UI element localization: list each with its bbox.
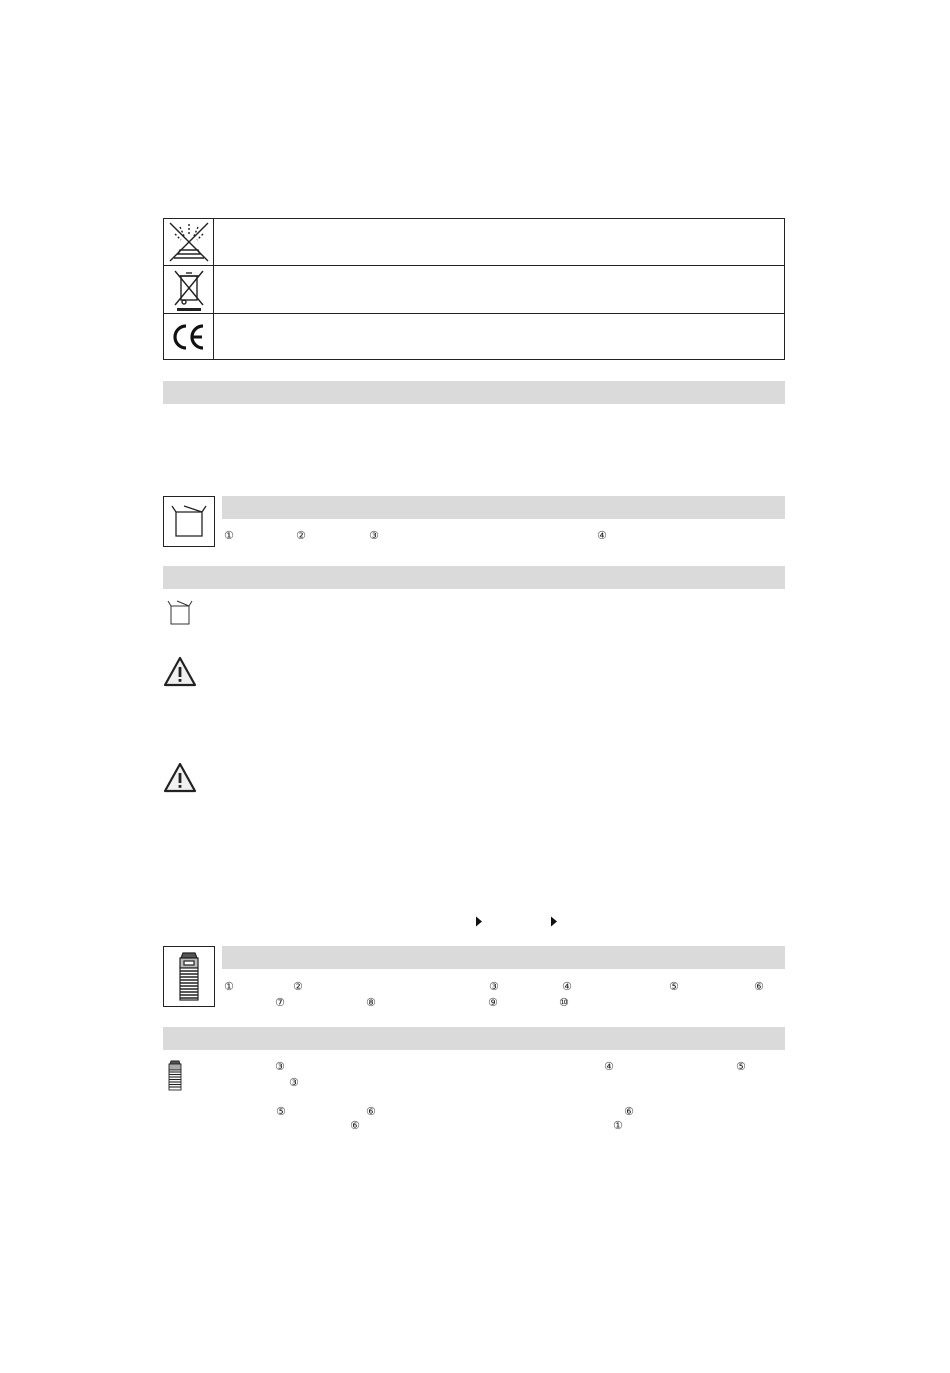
callout-marker: ④ [562, 980, 572, 993]
filter-cartridge-icon-frame [163, 946, 215, 1007]
dust-box-icon [170, 502, 208, 542]
callout-marker: ③ [489, 980, 499, 993]
callout-marker: ⑦ [275, 996, 285, 1009]
callout-marker: ⑧ [366, 996, 376, 1009]
callout-marker: ⑤ [276, 1105, 286, 1118]
callout-marker: ① [224, 529, 234, 542]
callout-marker: ② [296, 529, 306, 542]
callout-marker: ② [293, 980, 303, 993]
dust-box-icon-frame [163, 496, 215, 547]
no-water-spray-icon [166, 220, 212, 264]
ce-mark-icon [171, 322, 207, 352]
symbol-row [164, 314, 784, 359]
filter-cartridge-icon [174, 950, 204, 1004]
callout-marker: ③ [275, 1060, 285, 1073]
callout-marker: ① [613, 1119, 623, 1132]
symbol-row [164, 266, 784, 314]
callout-marker: ⑤ [736, 1060, 746, 1073]
symbol-cell [164, 219, 214, 265]
warning-triangle-icon [163, 656, 197, 688]
callout-marker: ④ [597, 529, 607, 542]
callout-marker: ⑤ [669, 980, 679, 993]
symbols-table [163, 218, 785, 360]
crossed-wheelie-bin-icon [169, 268, 209, 312]
symbol-cell [164, 314, 214, 359]
callout-marker: ④ [604, 1060, 614, 1073]
callout-marker: ⑥ [350, 1119, 360, 1132]
section-heading-band [163, 566, 785, 589]
section-heading-band [163, 1027, 785, 1050]
symbol-cell [164, 266, 214, 313]
callout-marker: ⑨ [488, 996, 498, 1009]
warning-triangle-icon [163, 762, 197, 794]
callout-marker: ⑩ [559, 996, 569, 1009]
filter-cartridge-icon [166, 1060, 184, 1092]
callout-marker: ③ [289, 1076, 299, 1089]
section-heading-band [163, 381, 785, 404]
dust-box-icon [166, 598, 194, 628]
section-heading-band [222, 496, 785, 519]
callout-marker: ⑥ [366, 1105, 376, 1118]
callout-marker: ① [224, 980, 234, 993]
callout-marker: ⑥ [624, 1105, 634, 1118]
callout-marker: ③ [369, 529, 379, 542]
callout-marker: ⑥ [754, 980, 764, 993]
section-heading-band [222, 946, 785, 969]
arrow-right-icon [475, 916, 483, 927]
symbol-row [164, 219, 784, 266]
arrow-right-icon [550, 916, 558, 927]
